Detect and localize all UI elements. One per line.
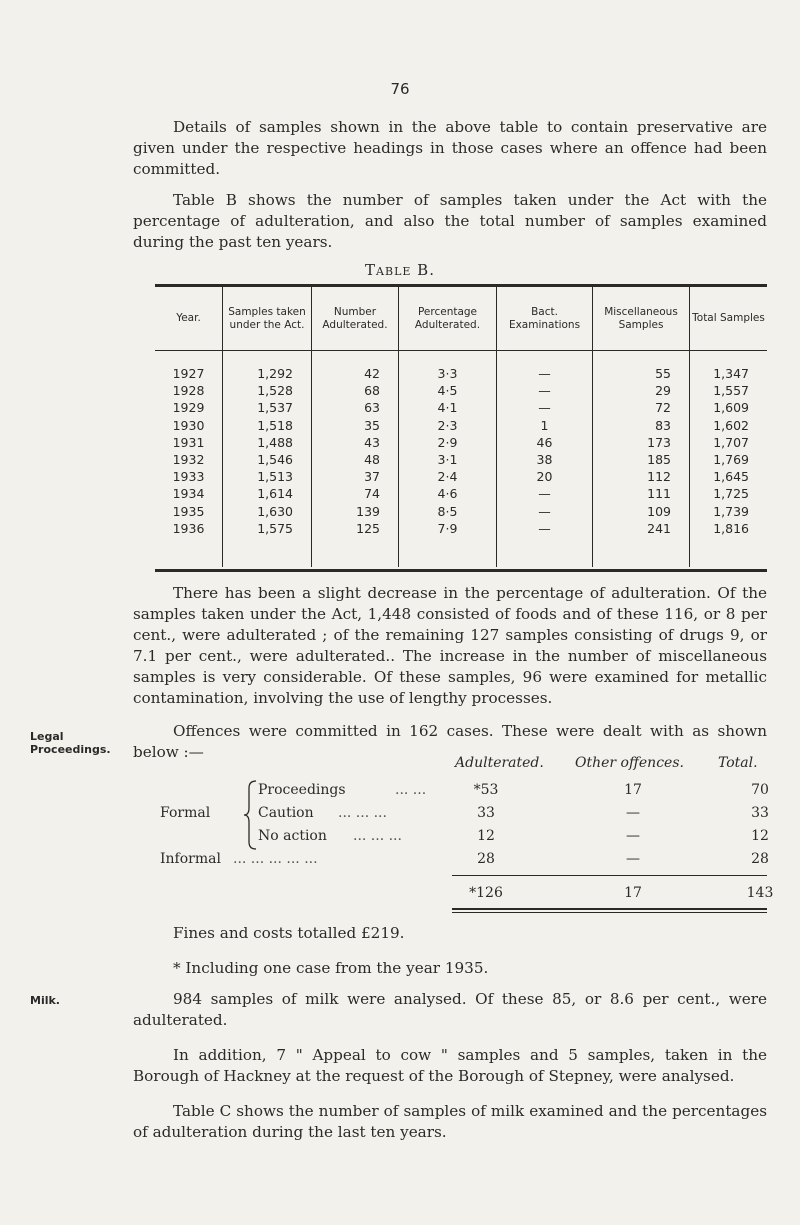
column-adulterated bbox=[312, 351, 399, 567]
table-b-body bbox=[155, 351, 767, 567]
table-b-cell-bact: — bbox=[538, 366, 551, 381]
table-b-cell-samples: 1,614 bbox=[257, 486, 293, 502]
offence-total: 12 bbox=[751, 828, 769, 844]
formal-label: Formal bbox=[160, 805, 211, 821]
header-adulterated: Number Adulterated. bbox=[312, 287, 399, 350]
sidenote-milk: Milk. bbox=[30, 994, 60, 1007]
table-b-cell-percentage: 2·4 bbox=[437, 469, 458, 485]
table-b-cell-samples: 1,546 bbox=[257, 451, 293, 467]
table-b-cell-misc: 72 bbox=[655, 400, 671, 416]
table-b-cell-year: 1932 bbox=[172, 451, 205, 467]
totals-bottom-rule bbox=[452, 908, 767, 910]
table-b-cell-total: 1,347 bbox=[713, 366, 749, 381]
paragraph-appeal-to-cow: In addition, 7 " Appeal to cow " samples and 5 samples, taken in the Borough of Hackney at the request of the Borough of Stepney, were analysed. bbox=[133, 1046, 767, 1085]
offences-header-other: Other offences. bbox=[575, 755, 684, 771]
table-b-cell-total: 1,725 bbox=[713, 486, 749, 502]
table-b-cell-bact: — bbox=[538, 520, 551, 536]
paragraph-table-c-intro: Table C shows the number of samples of milk examined and the percentages of adulteration during the last ten years. bbox=[133, 1102, 767, 1141]
offences-totals-row bbox=[133, 885, 773, 905]
header-percentage: Percentage Adulterated. bbox=[399, 287, 497, 350]
table-b-cell-samples: 1,518 bbox=[257, 417, 293, 433]
table-b-cell-misc: 83 bbox=[655, 417, 671, 433]
sidenote-legal-proceedings: Legal Proceedings. bbox=[30, 730, 111, 756]
table-b-cell-bact: — bbox=[538, 486, 551, 502]
table-b-cell-adulterated: 35 bbox=[364, 417, 380, 433]
table-b-cell-adulterated: 74 bbox=[364, 486, 380, 502]
total-total: 143 bbox=[746, 885, 774, 901]
table-b-cell-adulterated: 139 bbox=[356, 503, 380, 519]
paragraph-adulteration-decrease: There has been a slight decrease in the percentage of adulteration. Of the samples taken under the Act, 1,448 consisted of foods and of these 116, or 8 per cent., were adulterated ; of the remaining 127 samples consisting of drugs 9, or 7.1 per cent., were adulterated.. The increase in the number of miscellaneous samples is very considerable. Of these samples, 96 were examined for metallic contamination, involving the use of lengthy processes. bbox=[133, 584, 767, 707]
offence-total: 70 bbox=[751, 782, 769, 798]
table-b-cell-misc: 241 bbox=[647, 520, 671, 536]
table-b-cell-year: 1933 bbox=[172, 469, 205, 485]
offence-other: 17 bbox=[624, 782, 642, 798]
column-percentage bbox=[399, 351, 497, 567]
table-b-cell-total: 1,769 bbox=[713, 451, 749, 467]
footnote-1935: * Including one case from the year 1935. bbox=[173, 959, 489, 977]
table-b-cell-percentage: 4·6 bbox=[437, 486, 458, 502]
page-number: 76 bbox=[390, 80, 410, 98]
table-b-cell-samples: 1,488 bbox=[257, 434, 293, 450]
offence-row bbox=[133, 828, 773, 848]
table-b-cell-adulterated: 125 bbox=[356, 520, 380, 536]
offence-total: 28 bbox=[751, 851, 769, 867]
table-b-cell-adulterated: 68 bbox=[364, 383, 380, 399]
offence-label: Informal bbox=[160, 851, 221, 867]
table-b-cell-bact: — bbox=[538, 400, 551, 416]
table-b-cell-samples: 1,292 bbox=[257, 366, 293, 381]
table-b-cell-misc: 29 bbox=[655, 383, 671, 399]
leader-dots: ... ... ... bbox=[353, 828, 402, 844]
table-b-cell-adulterated: 37 bbox=[364, 469, 380, 485]
table-b-cell-samples: 1,630 bbox=[257, 503, 293, 519]
table-b-cell-percentage: 3·3 bbox=[437, 366, 458, 381]
table-b-cell-percentage: 8·5 bbox=[437, 503, 458, 519]
offence-row bbox=[133, 805, 773, 825]
table-b-cell-percentage: 2·3 bbox=[437, 417, 458, 433]
table-b-cell-bact: 1 bbox=[540, 417, 549, 433]
offence-row bbox=[133, 782, 773, 802]
table-b-cell-bact: 20 bbox=[536, 469, 553, 485]
header-samples: Samples taken under the Act. bbox=[223, 287, 312, 350]
offence-label: Proceedings bbox=[258, 782, 346, 798]
table-b-header bbox=[155, 287, 767, 351]
table-b-cell-adulterated: 48 bbox=[364, 451, 380, 467]
table-b-cell-total: 1,707 bbox=[713, 434, 749, 450]
table-b-cell-percentage: 3·1 bbox=[437, 451, 458, 467]
table-b-cell-adulterated: 63 bbox=[364, 400, 380, 416]
paragraph-fines: Fines and costs totalled £219. bbox=[173, 924, 405, 942]
totals-bottom-rule-2 bbox=[452, 912, 767, 913]
offence-adulterated: 33 bbox=[477, 805, 495, 821]
offence-label: No action bbox=[258, 828, 327, 844]
offence-adulterated: *53 bbox=[473, 782, 499, 798]
offence-adulterated: 12 bbox=[477, 828, 495, 844]
offences-header-adulterated: Adulterated. bbox=[455, 755, 544, 771]
table-b-cell-total: 1,816 bbox=[713, 520, 749, 536]
table-b-cell-total: 1,739 bbox=[713, 503, 749, 519]
table-b-cell-misc: 173 bbox=[647, 434, 671, 450]
table-b-cell-year: 1934 bbox=[172, 486, 205, 502]
column-total bbox=[690, 351, 767, 567]
table-b-cell-misc: 55 bbox=[655, 366, 671, 381]
header-bact: Bact. Examinations bbox=[497, 287, 593, 350]
table-b-title: Table B. bbox=[365, 261, 435, 279]
header-year: Year. bbox=[155, 287, 223, 350]
table-b-cell-misc: 185 bbox=[647, 451, 671, 467]
table-b-cell-percentage: 7·9 bbox=[437, 520, 458, 536]
paragraph-milk-samples: 984 samples of milk were analysed. Of these 85, or 8.6 per cent., were adulterated. bbox=[133, 990, 767, 1029]
offence-total: 33 bbox=[751, 805, 769, 821]
table-b-cell-year: 1931 bbox=[172, 434, 205, 450]
table-b-cell-total: 1,557 bbox=[713, 383, 749, 399]
paragraph-offences: Offences were committed in 162 cases. These were dealt with as shown below :— bbox=[133, 722, 767, 761]
leader-dots: ... ... bbox=[395, 782, 427, 798]
table-b-cell-bact: 38 bbox=[536, 451, 553, 467]
offence-adulterated: 28 bbox=[477, 851, 495, 867]
paragraph-preservative: Details of samples shown in the above table to contain preservative are given under the respective headings in those cases where an offence had been committed. bbox=[133, 118, 767, 178]
offence-other: — bbox=[626, 805, 640, 821]
leader-dots: ... ... ... bbox=[338, 805, 387, 821]
table-b-cell-year: 1930 bbox=[172, 417, 205, 433]
table-b-cell-samples: 1,537 bbox=[257, 400, 293, 416]
table-b-cell-bact: — bbox=[538, 503, 551, 519]
table-b-cell-misc: 109 bbox=[647, 503, 671, 519]
table-b-cell-year: 1935 bbox=[172, 503, 205, 519]
offence-other: — bbox=[626, 851, 640, 867]
table-b-cell-bact: — bbox=[538, 383, 551, 399]
table-b-cell-total: 1,602 bbox=[713, 417, 749, 433]
offences-header-total: Total. bbox=[718, 755, 758, 771]
total-other: 17 bbox=[624, 885, 642, 901]
table-b-cell-year: 1936 bbox=[172, 520, 205, 536]
table-b-cell-total: 1,645 bbox=[713, 469, 749, 485]
table-b-cell-year: 1927 bbox=[172, 366, 205, 381]
total-adulterated: *126 bbox=[469, 885, 503, 901]
leader-dots: ... ... ... ... ... bbox=[233, 851, 318, 867]
table-b-cell-year: 1928 bbox=[172, 383, 205, 399]
table-b-cell-bact: 46 bbox=[536, 434, 553, 450]
paragraph-table-b-intro: Table B shows the number of samples taken under the Act with the percentage of adulteration, and also the total number of samples examined during the past ten years. bbox=[133, 191, 767, 251]
offence-other: — bbox=[626, 828, 640, 844]
column-samples bbox=[223, 351, 312, 567]
table-b-cell-adulterated: 42 bbox=[364, 366, 380, 381]
table-b-cell-percentage: 4·5 bbox=[437, 383, 458, 399]
table-b-cell-year: 1929 bbox=[172, 400, 205, 416]
table-b-cell-misc: 111 bbox=[647, 486, 671, 502]
table-b-cell-misc: 112 bbox=[647, 469, 671, 485]
column-year bbox=[155, 351, 223, 567]
offence-row bbox=[133, 851, 773, 871]
table-b-cell-samples: 1,513 bbox=[257, 469, 293, 485]
header-misc: Miscellaneous Samples bbox=[593, 287, 690, 350]
totals-top-rule bbox=[452, 875, 767, 876]
offence-label: Caution bbox=[258, 805, 314, 821]
table-b-cell-percentage: 4·1 bbox=[437, 400, 458, 416]
table-b bbox=[155, 284, 767, 572]
table-b-cell-percentage: 2·9 bbox=[437, 434, 458, 450]
column-bact bbox=[497, 351, 593, 567]
table-b-cell-samples: 1,528 bbox=[257, 383, 293, 399]
table-b-cell-adulterated: 43 bbox=[364, 434, 380, 450]
header-total: Total Samples bbox=[692, 312, 765, 324]
table-b-cell-total: 1,609 bbox=[713, 400, 749, 416]
table-b-cell-samples: 1,575 bbox=[257, 520, 293, 536]
column-misc bbox=[593, 351, 690, 567]
